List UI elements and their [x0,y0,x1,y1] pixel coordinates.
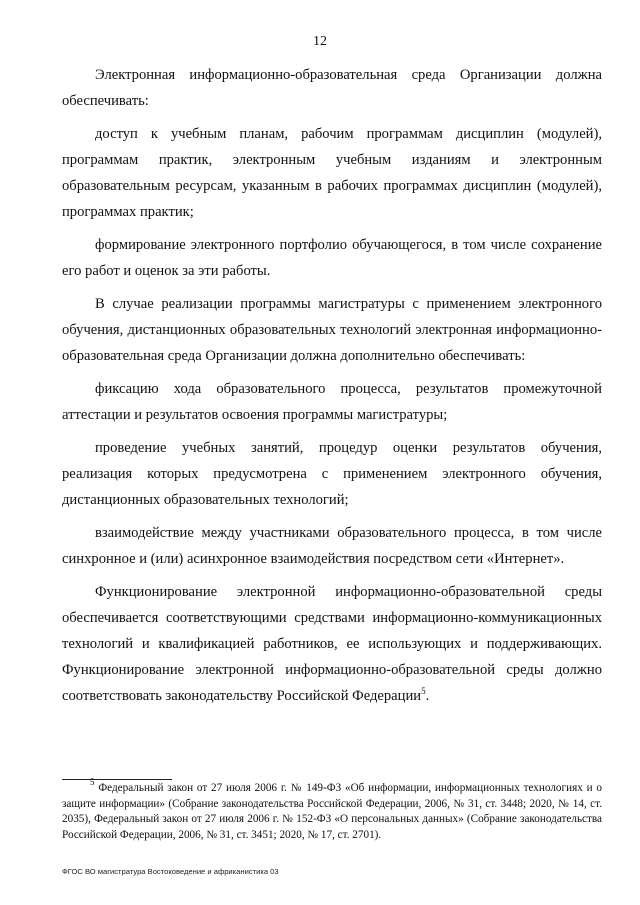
main-text [62,62,602,716]
paragraph: доступ к учебным планам, рабочим программам дисциплин (модулей), программам практик, электронным учебным изданиям и электронным образовательным ресурсам, указанным в рабочих программах дисциплин (модулей), программах практик; [62,126,602,220]
footnote-marker: 5 [90,777,95,787]
paragraph-text: Функционирование электронной информационно-образовательной среды обеспечивается соответствующими средствами информационно-коммуникационных технологий и квалификацией работников, ее использующих и поддерживающих. Функционирование электронной информационно-образовательной среды должно соответствовать законодательству Российской Федерации [62,584,602,704]
paragraph: фиксацию хода образовательного процесса, результатов промежуточной аттестации и результатов освоения программы магистратуры; [62,381,602,423]
paragraph: Функционирование электронной информационно-образовательной среды обеспечивается соответствующими средствами информационно-коммуникационных технологий и квалификацией работников, ее использующих и поддерживающих. Функционирование электронной информационно-образовательной среды должно соответствовать законодательству Российской Федерации$^5$. [62,584,602,704]
paragraph: взаимодействие между участниками образовательного процесса, в том числе синхронное и (или) асинхронное взаимодействия посредством сети «Интернет». [62,525,602,567]
paragraph: проведение учебных занятий, процедур оценки результатов обучения, реализация которых предусмотрена с применением электронного обучения, дистанционных образовательных технологий; [62,440,602,508]
footnote-text: Федеральный закон от 27 июля 2006 г. № 149-ФЗ «Об информации, информационных технологиях и о защите информации» (Собрание законодательства Российской Федерации, 2006, № 31, ст. 3448; 2020, № 14, ст. 2035), Федеральный закон от 27 июля 2006 г. № 152-ФЗ «О персональных данных» (Собрание законодательства Российской Федерации, 2006, № 31, ст. 3451; 2020, № 17, ст. 2701). [62,782,603,841]
page-footer: ФГОС ВО магистратура Востоковедение и африканистика 03 [62,867,279,876]
footnote-reference: 5 [421,686,426,696]
paragraph: формирование электронного портфолио обучающегося, в том числе сохранение его работ и оценок за эти работы. [62,237,602,279]
page-number: 12 [313,34,327,49]
footnote-separator [62,779,172,780]
paragraph: В случае реализации программы магистратуры с применением электронного обучения, дистанционных образовательных технологий электронная информационно-образовательная среда Организации должна дополнительно обеспечивать: [62,296,602,364]
footnote [62,777,603,843]
paragraph: Электронная информационно-образовательная среда Организации должна обеспечивать: [62,67,602,109]
